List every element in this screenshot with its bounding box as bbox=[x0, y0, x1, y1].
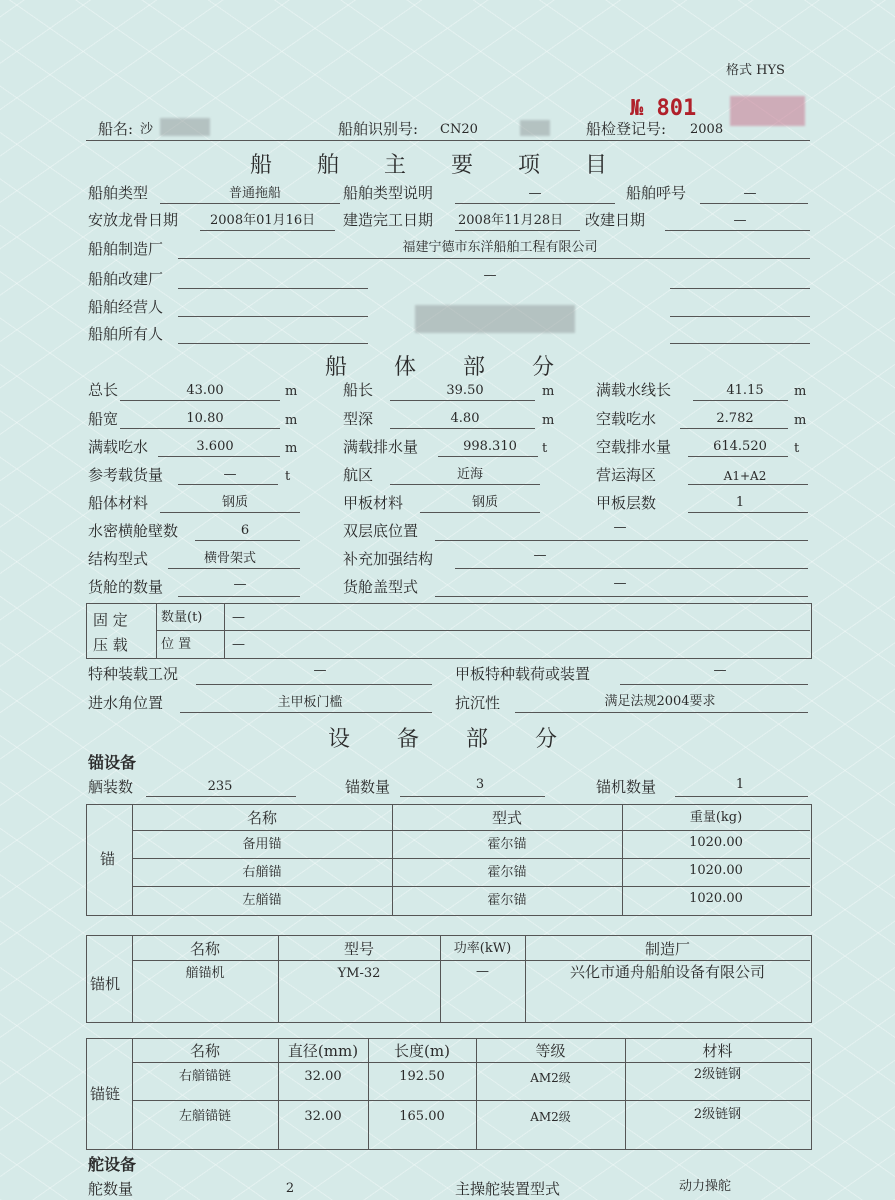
field-line bbox=[515, 712, 808, 713]
field-line bbox=[670, 288, 810, 289]
special-deck-value: — bbox=[713, 663, 727, 678]
structure-label: 结构型式 bbox=[88, 550, 149, 568]
chain-col-length: 长度(m) bbox=[394, 1042, 450, 1060]
operator-label: 船舶经营人 bbox=[88, 298, 164, 316]
chain-col-grade: 等级 bbox=[535, 1042, 566, 1060]
redacted-operator bbox=[415, 305, 575, 333]
structure-value: 横骨架式 bbox=[203, 551, 256, 566]
ship-id-label: 船舶识别号: bbox=[338, 120, 419, 138]
loa-unit: m bbox=[285, 384, 298, 399]
light-draft-unit: m bbox=[794, 413, 807, 428]
table-cell: 霍尔锚 bbox=[487, 865, 527, 880]
field-line bbox=[178, 484, 278, 485]
field-line bbox=[390, 484, 540, 485]
rudder-count-value: 2 bbox=[285, 1181, 295, 1196]
field-line bbox=[200, 230, 335, 231]
field-line bbox=[120, 400, 280, 401]
field-line bbox=[688, 484, 808, 485]
length-unit: m bbox=[542, 384, 555, 399]
keel-value: 2008年01月16日 bbox=[210, 213, 316, 228]
full-disp-unit: t bbox=[542, 441, 548, 456]
light-disp-unit: t bbox=[794, 441, 800, 456]
table-cell: 1020.00 bbox=[689, 863, 743, 878]
rudder-count-label: 舵数量 bbox=[88, 1180, 134, 1198]
anchor-col-name: 名称 bbox=[246, 809, 277, 827]
type-desc-label: 船舶类型说明 bbox=[343, 184, 434, 202]
table-rule bbox=[156, 630, 810, 631]
light-disp-value: 614.520 bbox=[713, 439, 767, 454]
rudder-section-heading: 舵设备 bbox=[88, 1155, 137, 1174]
outfit-value: 235 bbox=[207, 779, 233, 794]
field-line bbox=[196, 684, 432, 685]
field-line bbox=[688, 456, 788, 457]
table-cell: AM2级 bbox=[530, 1110, 571, 1124]
field-line bbox=[420, 512, 540, 513]
beam-label: 船宽 bbox=[88, 410, 119, 428]
ballast-qty-label: 数量(t) bbox=[161, 610, 203, 625]
table-rule bbox=[132, 960, 810, 961]
bulkheads-value: 6 bbox=[240, 523, 250, 538]
length-label: 船长 bbox=[343, 381, 374, 399]
built-label: 建造完工日期 bbox=[343, 211, 434, 229]
table-cell: 兴化市通舟船舶设备有限公司 bbox=[569, 963, 765, 981]
anchor-count-label: 锚数量 bbox=[345, 778, 391, 796]
hull-title: 船 体 部 分 bbox=[325, 355, 556, 380]
owner-label: 船舶所有人 bbox=[88, 325, 164, 343]
field-line bbox=[400, 796, 545, 797]
table-cell: 艏锚机 bbox=[185, 966, 225, 981]
builder-value: 福建宁德市东洋船舶工程有限公司 bbox=[402, 240, 598, 255]
type-desc-value: — bbox=[528, 186, 542, 201]
table-cell: 霍尔锚 bbox=[487, 893, 527, 908]
full-draft-unit: m bbox=[285, 441, 298, 456]
bulkheads-label: 水密横舱壁数 bbox=[88, 522, 179, 540]
ballast-pos-label: 位 置 bbox=[161, 637, 192, 652]
field-line bbox=[438, 456, 538, 457]
field-line bbox=[390, 400, 535, 401]
header-rule bbox=[86, 140, 810, 141]
deck-mat-label: 甲板材料 bbox=[343, 494, 404, 512]
redacted-ship-id bbox=[520, 120, 550, 136]
decks-label: 甲板层数 bbox=[596, 494, 657, 512]
steering-value: 动力操舵 bbox=[678, 1179, 731, 1194]
redacted-number bbox=[730, 96, 805, 126]
chain-col-material: 材料 bbox=[702, 1042, 733, 1060]
full-draft-value: 3.600 bbox=[196, 439, 234, 454]
redacted-ship-name bbox=[160, 118, 210, 136]
table-cell: AM2级 bbox=[530, 1071, 571, 1085]
table-rule bbox=[132, 1100, 810, 1101]
depth-label: 型深 bbox=[343, 410, 374, 428]
holds-value: — bbox=[233, 577, 247, 592]
field-line bbox=[455, 230, 580, 231]
table-rule bbox=[132, 830, 810, 831]
table-cell: 右艏锚 bbox=[242, 865, 282, 880]
rebuilt-value: — bbox=[733, 213, 747, 228]
stability-value: 满足法规2004要求 bbox=[604, 694, 716, 709]
table-cell: 165.00 bbox=[399, 1109, 445, 1124]
flood-value: 主甲板门槛 bbox=[277, 695, 343, 710]
hull-mat-label: 船体材料 bbox=[88, 494, 149, 512]
table-cell: 左艏锚 bbox=[242, 893, 282, 908]
full-disp-label: 满载排水量 bbox=[343, 438, 419, 456]
hatch-value: — bbox=[613, 576, 627, 591]
field-line bbox=[168, 568, 300, 569]
field-line bbox=[178, 596, 300, 597]
ship-type-label: 船舶类型 bbox=[88, 184, 149, 202]
ship-name-label: 船名: bbox=[98, 120, 134, 138]
special-deck-label: 甲板特种载荷或装置 bbox=[455, 665, 591, 683]
depth-value: 4.80 bbox=[450, 411, 480, 426]
field-line bbox=[160, 512, 300, 513]
table-cell: 备用锚 bbox=[242, 837, 282, 852]
anchor-count-value: 3 bbox=[475, 777, 485, 792]
table-cell: 2级链钢 bbox=[693, 1067, 742, 1082]
hatch-label: 货舱盖型式 bbox=[343, 578, 419, 596]
ballast-pos-value: — bbox=[232, 637, 245, 652]
depth-unit: m bbox=[542, 413, 555, 428]
ballast-label-load: 压 载 bbox=[93, 636, 128, 654]
ship-name-value: 沙 bbox=[140, 122, 154, 137]
deck-mat-value: 钢质 bbox=[471, 495, 498, 510]
full-disp-value: 998.310 bbox=[463, 439, 517, 454]
area-value: 近海 bbox=[456, 467, 483, 482]
field-line bbox=[195, 540, 300, 541]
table-rule bbox=[132, 858, 810, 859]
flood-label: 进水角位置 bbox=[88, 694, 164, 712]
lwl-value: 41.15 bbox=[726, 383, 764, 398]
anchor-section-heading: 锚设备 bbox=[88, 753, 137, 772]
callsign-value: — bbox=[743, 186, 757, 201]
windlass-col-model: 型号 bbox=[343, 940, 374, 958]
reg-no-value: 2008 bbox=[690, 122, 724, 137]
main-items-title: 船 舶 主 要 项 目 bbox=[250, 153, 609, 178]
field-line bbox=[665, 230, 810, 231]
serial-number: № 801 bbox=[630, 96, 697, 121]
field-line bbox=[700, 203, 808, 204]
ref-cargo-value: — bbox=[223, 467, 237, 482]
windlass-count-value: 1 bbox=[735, 777, 745, 792]
table-cell: 192.50 bbox=[399, 1069, 445, 1084]
light-draft-value: 2.782 bbox=[716, 411, 754, 426]
field-line bbox=[620, 684, 808, 685]
field-line bbox=[455, 203, 615, 204]
field-line bbox=[680, 428, 788, 429]
table-rule bbox=[132, 886, 810, 887]
field-line bbox=[670, 343, 810, 344]
table-cell: 1020.00 bbox=[689, 835, 743, 850]
loa-value: 43.00 bbox=[186, 383, 224, 398]
double-bottom-value: — bbox=[613, 520, 627, 535]
light-disp-label: 空载排水量 bbox=[596, 438, 672, 456]
special-cond-label: 特种装载工况 bbox=[88, 665, 179, 683]
ballast-qty-value: — bbox=[232, 610, 245, 625]
ref-cargo-label: 参考载货量 bbox=[88, 466, 164, 484]
rebuilder-value: — bbox=[483, 268, 497, 283]
anchor-col-type: 型式 bbox=[491, 809, 522, 827]
field-line bbox=[435, 540, 808, 541]
length-value: 39.50 bbox=[446, 383, 484, 398]
field-line bbox=[120, 428, 280, 429]
beam-value: 10.80 bbox=[186, 411, 224, 426]
field-line bbox=[693, 400, 788, 401]
table-cell: 霍尔锚 bbox=[487, 837, 527, 852]
double-bottom-label: 双层底位置 bbox=[343, 522, 419, 540]
table-cell: YM-32 bbox=[337, 966, 381, 981]
field-line bbox=[675, 796, 808, 797]
ship-id-value: CN20 bbox=[440, 122, 478, 137]
reinforce-label: 补充加强结构 bbox=[343, 550, 434, 568]
windlass-col-name: 名称 bbox=[189, 940, 220, 958]
ref-cargo-unit: t bbox=[285, 469, 291, 484]
field-line bbox=[178, 258, 810, 259]
rebuilt-label: 改建日期 bbox=[585, 211, 646, 229]
table-cell: 左艏锚链 bbox=[178, 1109, 231, 1124]
windlass-col-maker: 制造厂 bbox=[644, 940, 690, 958]
keel-label: 安放龙骨日期 bbox=[88, 211, 179, 229]
op-area-value: A1+A2 bbox=[723, 469, 767, 483]
anchor-table-side-label: 锚 bbox=[100, 850, 116, 868]
field-line bbox=[178, 343, 368, 344]
decks-value: 1 bbox=[735, 495, 745, 510]
table-cell: 右艏锚链 bbox=[178, 1069, 231, 1084]
field-line bbox=[180, 712, 432, 713]
chain-col-name: 名称 bbox=[189, 1042, 220, 1060]
field-line bbox=[178, 316, 368, 317]
field-line bbox=[146, 796, 296, 797]
area-label: 航区 bbox=[343, 466, 374, 484]
ship-type-value: 普通拖船 bbox=[228, 186, 281, 201]
callsign-label: 船舶呼号 bbox=[626, 184, 687, 202]
field-line bbox=[435, 596, 808, 597]
steering-label: 主操舵装置型式 bbox=[455, 1180, 561, 1198]
field-line bbox=[390, 428, 535, 429]
light-draft-label: 空载吃水 bbox=[596, 410, 657, 428]
chain-table-side-label: 锚链 bbox=[90, 1085, 121, 1103]
holds-label: 货舱的数量 bbox=[88, 578, 164, 596]
hull-mat-value: 钢质 bbox=[221, 495, 248, 510]
full-draft-label: 满载吃水 bbox=[88, 438, 149, 456]
chain-col-diameter: 直径(mm) bbox=[287, 1042, 359, 1060]
field-line bbox=[688, 512, 808, 513]
field-line bbox=[178, 288, 368, 289]
ballast-label-fixed: 固 定 bbox=[93, 611, 128, 629]
stability-label: 抗沉性 bbox=[455, 694, 501, 712]
built-value: 2008年11月28日 bbox=[458, 213, 564, 228]
table-cell: 2级链钢 bbox=[693, 1107, 742, 1122]
beam-unit: m bbox=[285, 413, 298, 428]
table-cell: — bbox=[476, 964, 489, 979]
reinforce-value: — bbox=[533, 548, 547, 563]
equipment-title: 设 备 部 分 bbox=[328, 727, 559, 752]
table-rule bbox=[132, 1062, 810, 1063]
windlass-col-power: 功率(kW) bbox=[453, 941, 512, 956]
format-code: 格式 HYS bbox=[726, 63, 785, 78]
field-line bbox=[160, 203, 340, 204]
windlass-table-side-label: 锚机 bbox=[90, 975, 121, 993]
table-cell: 32.00 bbox=[304, 1069, 342, 1084]
rebuilder-label: 船舶改建厂 bbox=[88, 270, 164, 288]
special-cond-value: — bbox=[313, 663, 327, 678]
loa-label: 总长 bbox=[88, 381, 119, 399]
op-area-label: 营运海区 bbox=[596, 466, 657, 484]
windlass-count-label: 锚机数量 bbox=[596, 778, 657, 796]
lwl-unit: m bbox=[794, 384, 807, 399]
outfit-label: 舾装数 bbox=[88, 778, 134, 796]
lwl-label: 满载水线长 bbox=[596, 381, 672, 399]
field-line bbox=[455, 568, 808, 569]
builder-label: 船舶制造厂 bbox=[88, 240, 164, 258]
anchor-col-weight: 重量(kg) bbox=[689, 810, 743, 825]
table-cell: 32.00 bbox=[304, 1109, 342, 1124]
field-line bbox=[670, 316, 810, 317]
table-cell: 1020.00 bbox=[689, 891, 743, 906]
reg-no-label: 船检登记号: bbox=[586, 120, 667, 138]
field-line bbox=[158, 456, 280, 457]
